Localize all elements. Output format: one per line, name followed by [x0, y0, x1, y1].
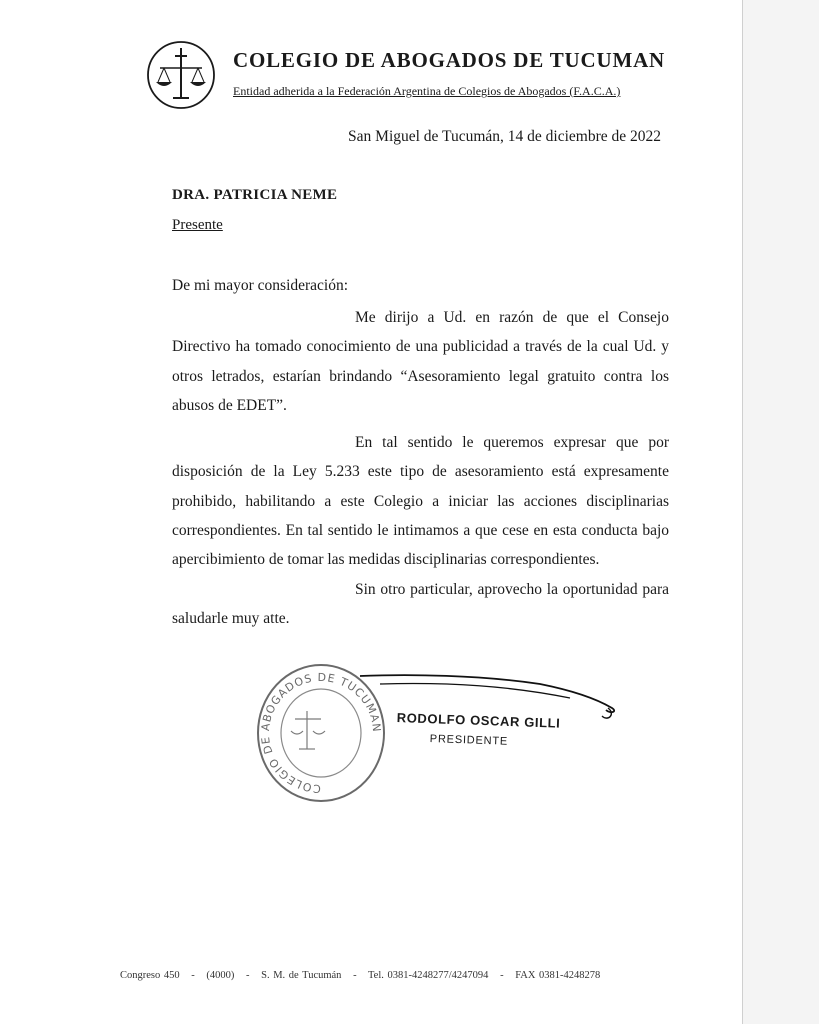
signer-name: RODOLFO OSCAR GILLI: [396, 710, 561, 731]
footer-separator: -: [191, 970, 195, 981]
letter-date: San Miguel de Tucumán, 14 de diciembre de 2022: [348, 128, 661, 145]
letter-body: [172, 303, 669, 633]
organization-name: COLEGIO DE ABOGADOS DE TUCUMAN: [233, 48, 666, 72]
footer-separator: -: [246, 970, 250, 981]
body-paragraph: En tal sentido le queremos expresar que por disposición de la Ley 5.233 este tipo de asesoramiento está expresamente prohibido, habilitando a este Colegio a iniciar las acciones disciplinarias correspondientes. En tal sentido le intimamos a que cese en esta conducta bajo apercibimiento de tomar las medidas disciplinarias correspondientes.: [172, 434, 669, 569]
stamp-text: COLEGIO DE ABOGADOS DE TUCUMAN: [258, 670, 384, 796]
footer-address: Congreso 450: [120, 970, 180, 981]
organization-tagline: Entidad adherida a la Federación Argentina de Colegios de Abogados (F.A.C.A.): [233, 84, 621, 98]
footer-separator: -: [500, 970, 504, 981]
recipient-name: DRA. PATRICIA NEME: [172, 187, 338, 203]
salutation: De mi mayor consideración:: [172, 277, 349, 294]
body-paragraph: Me dirijo a Ud. en razón de que el Consejo Directivo ha tomado conocimiento de una publicidad a través de la cual Ud. y otros letrados, estarían brindando “Asesoramiento legal gratuito contra los abusos de EDET”.: [172, 309, 669, 414]
scales-of-justice-icon: [146, 40, 216, 110]
footer-city: S. M. de Tucumán: [261, 970, 342, 981]
page-right-margin: [742, 0, 819, 1024]
footer-fax: FAX 0381-4248278: [515, 970, 601, 981]
footer-phone: Tel. 0381-4248277/4247094: [368, 970, 489, 981]
signer-title: PRESIDENTE: [429, 733, 509, 748]
presente-label: Presente: [172, 217, 223, 233]
footer-contact: [120, 970, 680, 981]
body-paragraph: Sin otro particular, aprovecho la oportunidad para saludarle muy atte.: [172, 580, 669, 627]
footer-separator: -: [353, 970, 357, 981]
footer-postal-code: (4000): [206, 970, 235, 981]
